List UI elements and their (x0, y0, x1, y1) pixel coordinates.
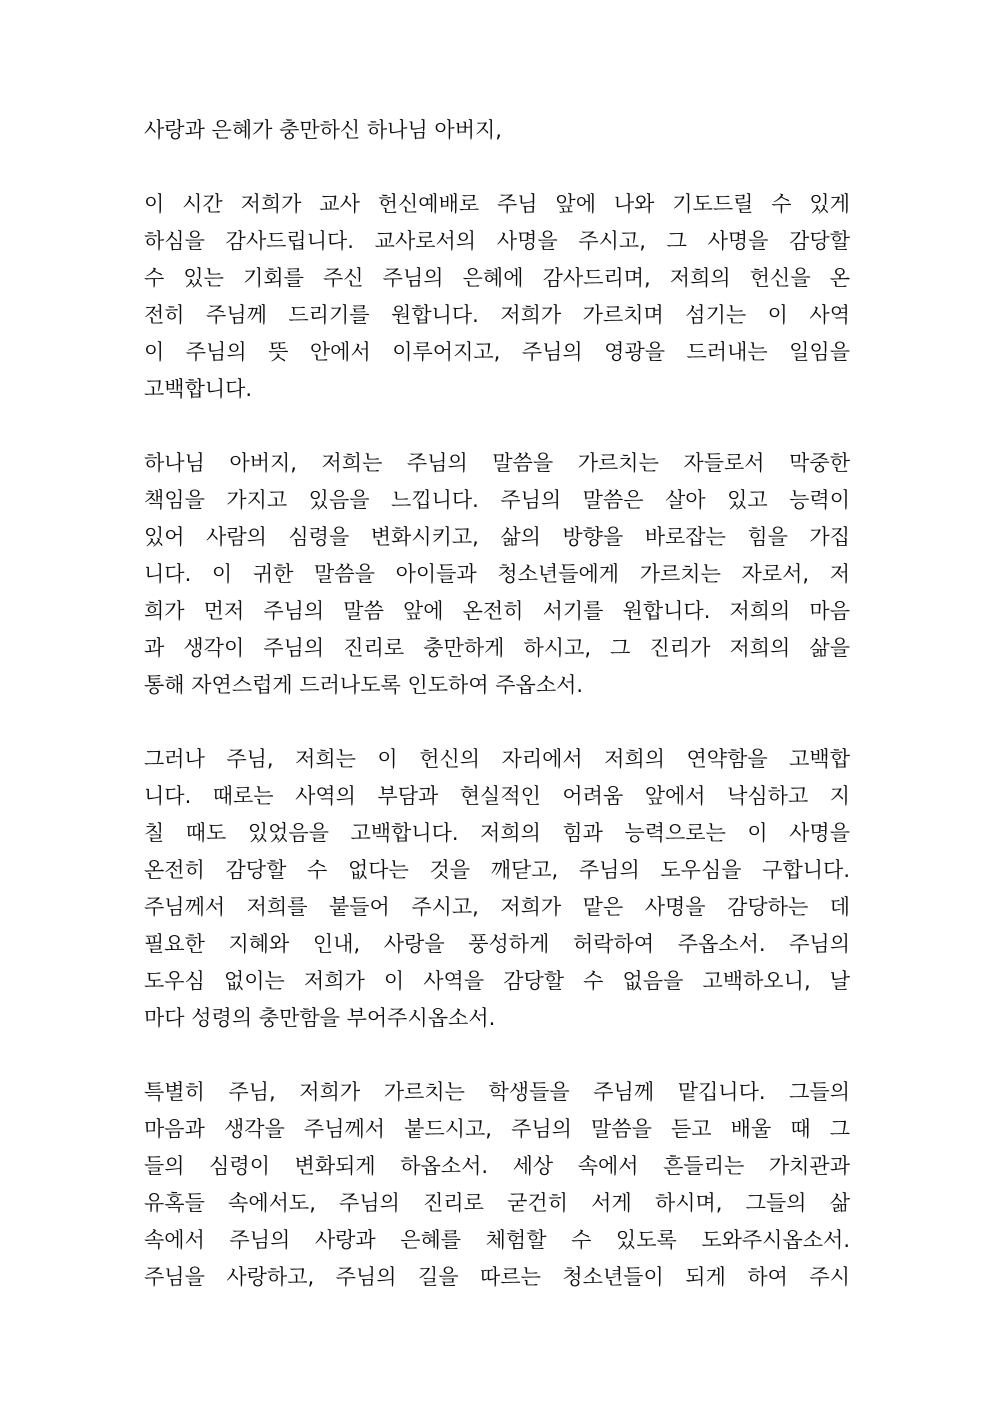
text-line: 유혹들 속에서도, 주님의 진리로 굳건히 서게 하시며, 그들의 삶 (144, 1191, 850, 1215)
text-line: 주님을 사랑하고, 주님의 길을 따르는 청소년들이 되게 하여 주시 (144, 1265, 850, 1289)
text-line: 속에서 주님의 사랑과 은혜를 체험할 수 있도록 도와주시옵소서. (144, 1228, 850, 1252)
paragraph-2 (144, 186, 850, 408)
text-line: 통해 자연스럽게 드러나도록 인도하여 주옵소서. (144, 673, 584, 697)
text-line: 하나님 아버지, 저희는 주님의 말씀을 가르치는 자들로서 막중한 (144, 451, 850, 475)
text-line: 수 있는 기회를 주신 주님의 은혜에 감사드리며, 저희의 헌신을 온 (144, 266, 850, 290)
text-line: 온전히 감당할 수 없다는 것을 깨닫고, 주님의 도우심을 구합니다. (144, 858, 850, 882)
text-line: 주님께서 저희를 붙들어 주시고, 저희가 맡은 사명을 감당하는 데 (144, 895, 850, 919)
text-line: 책임을 가지고 있음을 느낍니다. 주님의 말씀은 살아 있고 능력이 (144, 488, 850, 512)
prayer-text (144, 112, 850, 1333)
text-line: 전히 주님께 드리기를 원합니다. 저희가 가르치며 섬기는 이 사역 (144, 303, 850, 327)
text-line: 이 주님의 뜻 안에서 이루어지고, 주님의 영광을 드러내는 일임을 (144, 340, 850, 364)
text-line: 마다 성령의 충만함을 부어주시옵소서. (144, 1006, 496, 1030)
text-line: 도우심 없이는 저희가 이 사역을 감당할 수 없음을 고백하오니, 날 (144, 969, 850, 993)
text-line: 들의 심령이 변화되게 하옵소서. 세상 속에서 흔들리는 가치관과 (144, 1154, 850, 1178)
text-line: 과 생각이 주님의 진리로 충만하게 하시고, 그 진리가 저희의 삶을 (144, 636, 850, 660)
text-line: 있어 사람의 심령을 변화시키고, 삶의 방향을 바로잡는 힘을 가집 (144, 525, 850, 549)
text-line: 니다. 때로는 사역의 부담과 현실적인 어려움 앞에서 낙심하고 지 (144, 784, 850, 808)
text-line: 고백합니다. (144, 377, 253, 401)
text-line: 니다. 이 귀한 말씀을 아이들과 청소년들에게 가르치는 자로서, 저 (144, 562, 850, 586)
text-line: 필요한 지혜와 인내, 사랑을 풍성하게 허락하여 주옵소서. 주님의 (144, 932, 850, 956)
text-line: 특별히 주님, 저희가 가르치는 학생들을 주님께 맡깁니다. 그들의 (144, 1080, 850, 1104)
text-line: 그러나 주님, 저희는 이 헌신의 자리에서 저희의 연약함을 고백합 (144, 747, 850, 771)
text-line: 마음과 생각을 주님께서 붙드시고, 주님의 말씀을 듣고 배울 때 그 (144, 1117, 850, 1141)
paragraph-3 (144, 445, 850, 704)
paragraph-5 (144, 1074, 850, 1296)
paragraph-1 (144, 112, 850, 149)
text-line: 이 시간 저희가 교사 헌신예배로 주님 앞에 나와 기도드릴 수 있게 (144, 192, 850, 216)
text-line: 하심을 감사드립니다. 교사로서의 사명을 주시고, 그 사명을 감당할 (144, 229, 850, 253)
text-line: 희가 먼저 주님의 말씀 앞에 온전히 서기를 원합니다. 저희의 마음 (144, 599, 850, 623)
text-line: 사랑과 은혜가 충만하신 하나님 아버지, (144, 118, 502, 142)
paragraph-4 (144, 741, 850, 1037)
text-line: 칠 때도 있었음을 고백합니다. 저희의 힘과 능력으로는 이 사명을 (144, 821, 850, 845)
